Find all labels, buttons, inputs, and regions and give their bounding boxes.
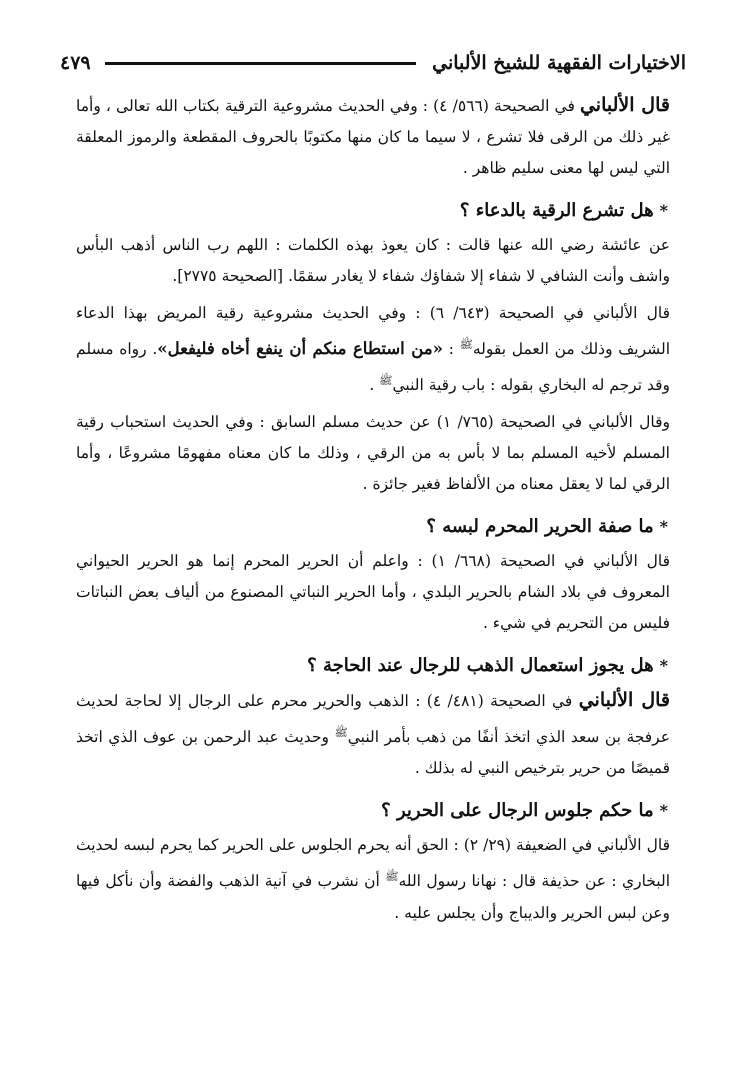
running-header [60,50,686,76]
paragraph-albani-silk [76,546,670,639]
paragraph-text: عن عائشة رضي الله عنها قالت : كان يعوذ بهذه الكلمات : اللهم رب الناس أذهب البأس واشف وأنت الشافي لا شفاء إلا شفاؤك شفاء لا يغادر سقمًا. [الصحيحة ٢٧٧٥]. [76,236,670,285]
star-bullet: * [659,201,668,220]
question-text: ما حكم جلوس الرجال على الحرير ؟ [381,800,654,822]
paragraph-text: قال الألباني في الصحيحة (٦٤٣/ ٦) : وفي الحديث مشروعية رقية المريض بهذا الدعاء الشريف وذلك من العمل بقوله [76,304,671,359]
paragraph-text: وحديث عبد الرحمن بن عوف الذي اتخذ قميصًا من حرير بترخيص النبي له بذلك . [76,728,670,778]
salawat-glyph: ﷺ [459,338,473,351]
spacer [76,639,670,651]
question-text: ما صفة الحرير المحرم لبسه ؟ [426,516,654,538]
paragraph-text: في الصحيحة (٤٨١/ ٤) : الذهب والحرير محرم على الرجال إلا لحاجة لحديث عرفجة بن سعد الذي اتخذ أنفًا من ذهب بأمر النبي [76,692,670,747]
paragraph-albani-gold [76,685,670,784]
paragraph-text: أن نشرب في آنية الذهب والفضة وأن نأكل فيها وعن لبس الحرير والديباج وأن يجلس عليه . [76,872,670,922]
paragraph-text: : [442,340,460,359]
spacer [76,184,670,196]
paragraph-text: قال الألباني في الضعيفة (٢٩/ ٢) : الحق أنه يحرم الجلوس على الحرير كما يحرم لبسه لحديث البخاري : عن حذيفة قال : نهانا رسول الله [76,836,671,891]
paragraph-text: في الصحيحة (٥٦٦/ ٤) : وفي الحديث مشروعية الترقية بكتاب الله تعالى ، وأما غير ذلك من الرقى فلا تشرع ، لا سيما ما كان منها مكتوبًا بالحروف المقطعة والرموز المعلقة التي ليس لها معنى سليم ظاهر . [76,97,670,177]
page-body [76,90,670,929]
question-heading-ruqya-dua [76,196,670,226]
hadith-quote: «من استطاع منكم أن ينفع أخاه فليفعل» [157,339,443,359]
paragraph-albani-daifa [76,830,670,928]
paragraph-albani-sahiha-643 [76,298,670,401]
paragraph-albani-ruqya-quran [76,90,670,184]
question-text: هل يجوز استعمال الذهب للرجال عند الحاجة ؟ [307,655,654,677]
star-bullet: * [659,801,668,821]
question-heading-gold-need [76,651,670,681]
page-number: ٤٧٩ [60,52,91,74]
star-bullet: * [659,517,668,537]
star-bullet: * [659,656,668,676]
paragraph-text: . رواه مسلم وقد ترجم له البخاري بقوله : باب رقية النبي [76,340,670,395]
paragraph-text: وقال الألباني في الصحيحة (٧٦٥/ ١) عن حديث مسلم السابق : وفي الحديث استحباب رقية المسلم لأخيه المسلم بما لا بأس به من الرقي ، وذلك ما كان معناه مفهومًا مشروعًا ، وأما الرقي لما لا يعقل معناه من الألفاظ فغير جائزة . [76,413,670,494]
paragraph-text: قال الألباني في الصحيحة (٦٦٨/ ١) : واعلم أن الحرير المحرم إنما هو الحرير الحيواني المعروف في بلاد الشام بالحرير البلدي ، وأما الحرير النباتي المصنوع من ألياف بعض النباتات فليس من التحريم في شيء . [76,552,670,633]
question-text: هل تشرع الرقية بالدعاء ؟ [459,200,654,221]
paragraph-aisha-hadith [76,230,670,292]
speaker-lead: قال الألباني [578,689,670,712]
spacer [76,500,670,512]
header-rule [105,62,417,65]
header-title: الاختيارات الفقهية للشيخ الألباني [432,52,686,74]
paragraph-albani-sahiha-765 [76,407,670,500]
salawat-glyph: ﷺ [379,374,393,388]
salawat-glyph: ﷺ [334,726,348,740]
question-heading-silk-description [76,512,670,542]
speaker-lead: قال الألباني [579,94,670,116]
paragraph-text: . [369,376,380,395]
salawat-glyph: ﷺ [385,870,399,884]
spacer [76,784,670,796]
question-heading-sitting-silk [76,796,670,826]
